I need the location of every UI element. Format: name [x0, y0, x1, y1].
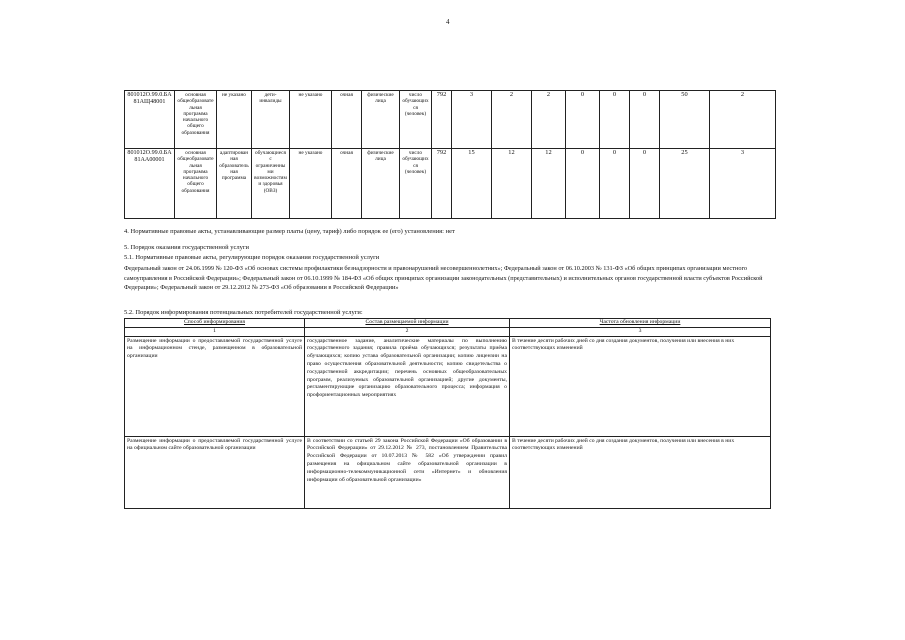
method-cell: Размещение информации о предоставляемой государственной услуге на официальном сайте образовательной организации	[125, 436, 305, 508]
content-cell: государственное задание, аналитические материалы по выполнению государственного задания; правила приёма обучающихся; результаты приёма обучающихся; копию устава образовательной организации; копию лицензии на право осуществления образовательной деятельности; копию свидетельства о государственной аккредитации; перечень основных общеобразовательных программ, реализуемых образовательной организацией; другие документы, регламентирующие организацию образовательного процесса; информация о профориентационных мероприятиях	[305, 336, 510, 436]
table-row	[125, 336, 771, 436]
value-cell: 0	[566, 149, 600, 219]
section-5-1-heading: 5.1. Нормативные правовые акты, регулирующие порядок оказания государственной услуги	[124, 254, 380, 261]
value-cell: 0	[630, 91, 660, 149]
table-header-row	[125, 319, 771, 328]
laws-paragraph: Федеральный закон от 24.06.1999 № 120-ФЗ «Об основах системы профилактики безнадзорности и правонарушений несовершеннолетних»; Федеральный закон от 06.10.2003 № 131-ФЗ «Об общих принципах организации местного самоуправления в Российской Федерации»; Федеральный закон от 06.10.1999 № 184-ФЗ «Об общих принципах организации законодательных (представительных) и исполнительных органов государственной власти субъектов Российской Федерации»; Федеральный закон от 29.12.2012 № 273-ФЗ «Об образовании в Российской Федерации»	[124, 265, 763, 291]
column-number: 3	[510, 327, 771, 336]
unit-cell: число обучающихся (человек)	[400, 149, 432, 219]
value-cell: 0	[566, 91, 600, 149]
value-cell: 0	[630, 149, 660, 219]
section-4-text: 4. Нормативные правовые акты, устанавливающие размер платы (цену, тариф) либо порядок ее (его) установления: нет	[124, 228, 455, 235]
value-cell: 0	[600, 149, 630, 219]
okei-cell: 792	[432, 91, 452, 149]
content-cell: В соответствии со статьей 29 закона Российской Федерации «Об образовании в Российской Федерации» от 29.12.2012 № 273, постановлением Правительства Российской Федерации от 10.07.2013 № 582 «Об утверждении правил размещения на официальном сайте образовательной организации в информационно-телекоммуникационной сети «Интернет» и обновления информации об образовательной организации»	[305, 436, 510, 508]
program-cell: основная общеобразовательная программа начального общего образования	[175, 149, 217, 219]
column-header: Частота обновления информации	[510, 319, 771, 328]
registry-code: 801012О.99.0.БА81АА00001	[125, 149, 175, 219]
value-cell: 12	[492, 149, 532, 219]
table-row	[125, 436, 771, 508]
column-header: Состав размещаемой информации	[305, 319, 510, 328]
page-number: 4	[446, 18, 450, 26]
informing-table	[124, 318, 771, 509]
value-cell: 12	[532, 149, 566, 219]
value-cell: 2	[532, 91, 566, 149]
table-row	[125, 91, 776, 149]
value-cell: 3	[710, 149, 776, 219]
value-cell: 2	[710, 91, 776, 149]
program-cell: основная общеобразовательная программа начального общего образования	[175, 91, 217, 149]
value-cell: 15	[452, 149, 492, 219]
unit-cell: число обучающихся (человек)	[400, 91, 432, 149]
frequency-cell: В течение десяти рабочих дней со дня создания документов, получения или внесения в них соответствующих изменений	[510, 436, 771, 508]
services-volume-table	[124, 90, 776, 219]
category-cell: дети-инвалиды	[252, 91, 290, 149]
column-number: 2	[305, 327, 510, 336]
table-row	[125, 149, 776, 219]
value-cell: 3	[452, 91, 492, 149]
section-5-2-heading: 5.2. Порядок информирования потенциальных потребителей государственной услуги:	[124, 309, 363, 316]
form-cell: очная	[332, 149, 362, 219]
frequency-cell: В течение десяти рабочих дней со дня создания документов, получения или внесения в них соответствующих изменений	[510, 336, 771, 436]
registry-code: 801012О.99.0.БА81АЩ48001	[125, 91, 175, 149]
column-number: 1	[125, 327, 305, 336]
consumers-cell: физические лица	[362, 91, 400, 149]
category-cell: обучающиеся с ограниченными возможностями здоровья (ОВЗ)	[252, 149, 290, 219]
value-cell: 25	[660, 149, 710, 219]
place-cell: не указано	[290, 149, 332, 219]
consumers-cell: физические лица	[362, 149, 400, 219]
standard-cell: не указано	[217, 91, 252, 149]
value-cell: 50	[660, 91, 710, 149]
method-cell: Размещение информации о предоставляемой государственной услуге на информационном стенде, размещенном в образовательной организации	[125, 336, 305, 436]
standard-cell: адаптированная образовательная программа	[217, 149, 252, 219]
column-number-row	[125, 327, 771, 336]
column-header: Способ информирования	[125, 319, 305, 328]
value-cell: 2	[492, 91, 532, 149]
section-5-heading: 5. Порядок оказания государственной услуги	[124, 244, 249, 251]
form-cell: очная	[332, 91, 362, 149]
okei-cell: 792	[432, 149, 452, 219]
value-cell: 0	[600, 91, 630, 149]
place-cell: не указано	[290, 91, 332, 149]
